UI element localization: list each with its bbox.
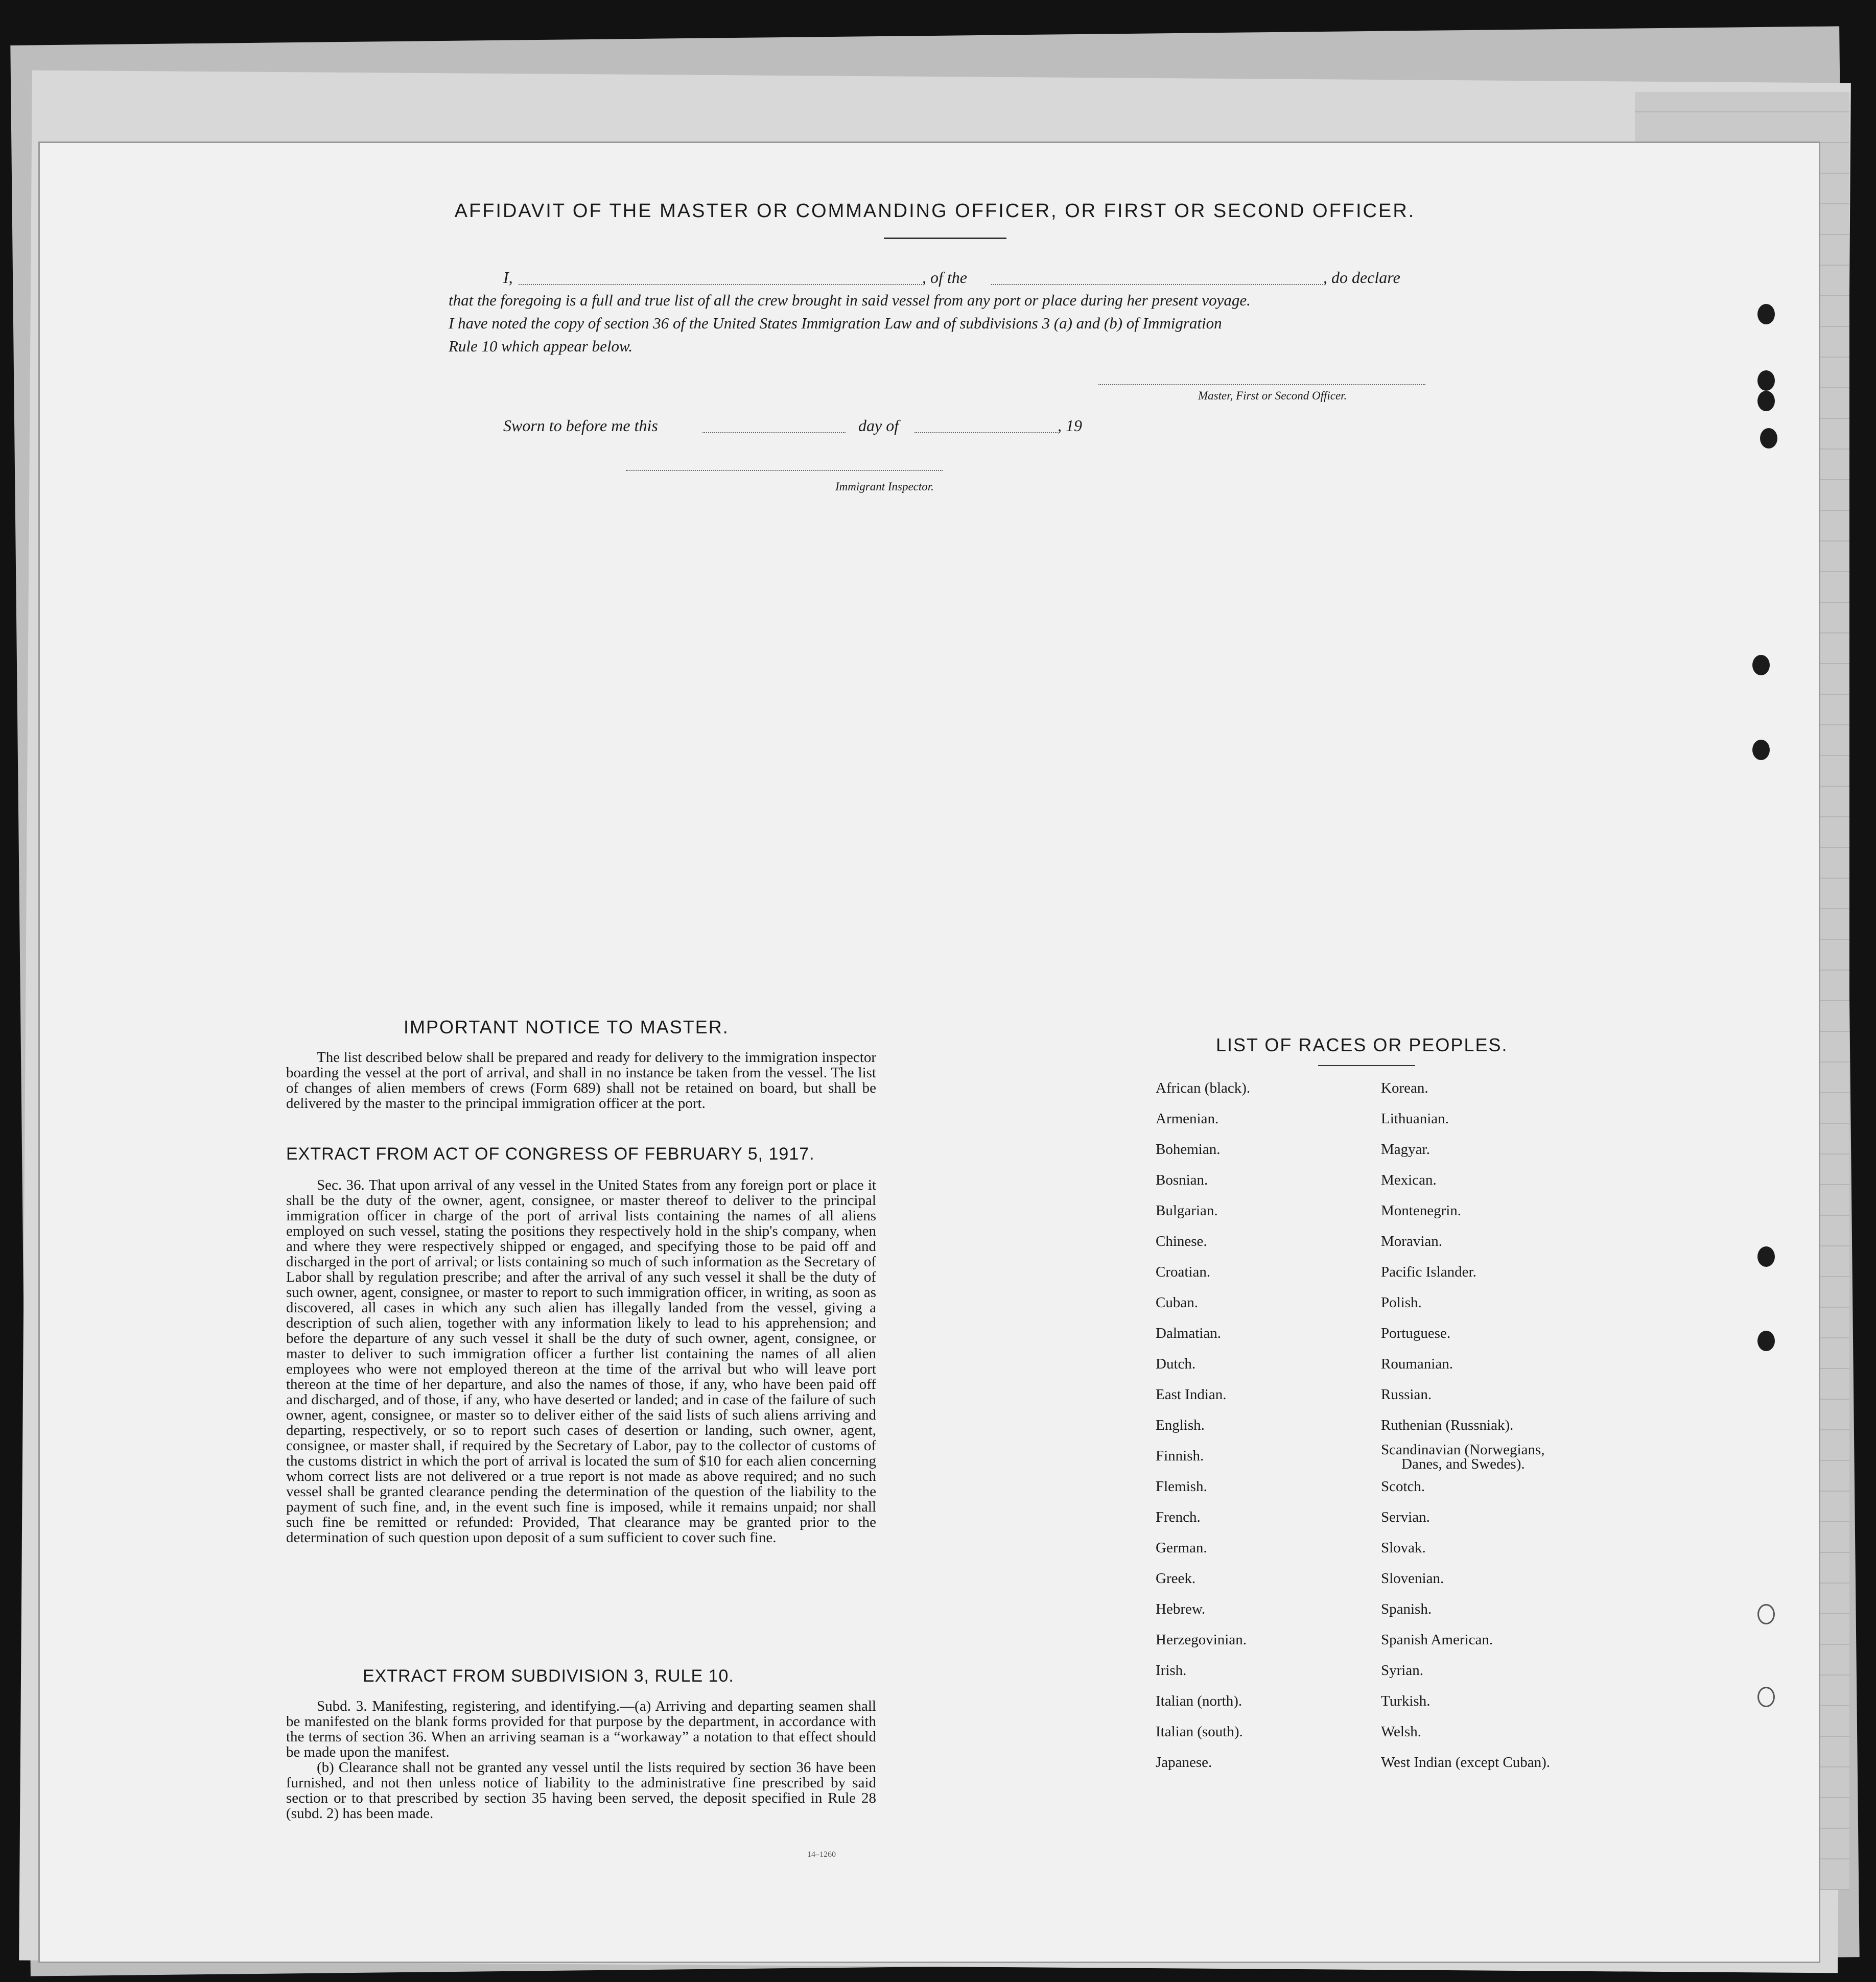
races-heading: LIST OF RACES OR PEOPLES. — [1216, 1034, 1508, 1055]
race-item: Croatian. — [1156, 1264, 1211, 1280]
race-item: Flemish. — [1156, 1478, 1207, 1495]
inspector-signature-field[interactable] — [626, 470, 943, 471]
declarant-name-field[interactable] — [519, 284, 922, 285]
title-rule — [884, 238, 1006, 239]
rule-paragraph-b: (b) Clearance shall not be granted any vessel until the lists required by section 36 have been furnished, and not then unless notice of liability to the administrative fine prescribed by said section or to that prescribed by section 35 having been served, the deposit specified in Rule 28 (subd. 2) has been made. — [286, 1759, 876, 1822]
binder-hole — [1752, 655, 1770, 675]
race-item: Finnish. — [1156, 1448, 1204, 1464]
race-item: Lithuanian. — [1381, 1111, 1449, 1127]
race-item: French. — [1156, 1509, 1201, 1525]
race-item-multiline — [1381, 1441, 1550, 1471]
declare-text: , do declare — [1323, 268, 1400, 287]
race-item: Spanish. — [1381, 1601, 1432, 1617]
vessel-prefix: , of the — [922, 268, 967, 287]
sworn-month-field[interactable] — [914, 432, 1058, 433]
binder-hole — [1757, 1331, 1775, 1351]
binder-hole — [1752, 740, 1770, 760]
affidavit-line-4: Rule 10 which appear below. — [449, 337, 633, 355]
race-item: Roumanian. — [1381, 1356, 1453, 1372]
affidavit-line-3: I have noted the copy of section 36 of the United States Immigration Law and of subdivisions 3 (a) and (b) of Immigration — [449, 314, 1222, 332]
year-text: , 19 — [1058, 416, 1082, 435]
signature-field[interactable] — [1098, 384, 1425, 385]
race-item-line: Danes, and Swedes). — [1401, 1456, 1525, 1472]
sworn-day-field[interactable] — [702, 432, 846, 433]
race-item: West Indian (except Cuban). — [1381, 1754, 1551, 1771]
affidavit-line-2: that the foregoing is a full and true list of all the crew brought in said vessel from any port or place during her present voyage. — [449, 291, 1251, 309]
race-item: Mexican. — [1381, 1172, 1437, 1188]
race-item: Hebrew. — [1156, 1601, 1206, 1617]
race-item: Ruthenian (Russniak). — [1381, 1417, 1514, 1433]
races-right-column — [1381, 1073, 1550, 1778]
race-item: Pacific Islander. — [1381, 1264, 1476, 1280]
race-item: Italian (north). — [1156, 1693, 1242, 1709]
binder-hole — [1760, 428, 1777, 449]
race-item: Italian (south). — [1156, 1724, 1243, 1740]
act-paragraph: Sec. 36. That upon arrival of any vessel in the United States from any foreign port or place it shall be the duty of the owner, agent, consignee, or master thereof to deliver to the principal immigration officer in charge of the port of arrival lists containing the names of all aliens employed on such vessel, stating the positions they respectively hold in the ship's company, when and where they were respectively shipped or engaged, and specifying those to be paid off and discharged in the port of arrival; or lists containing so much of such information as the Secretary of Labor shall by regulation prescribe; and after the arrival of any such vessel it shall be the duty of such owner, agent, consignee, or master to report to such immigration officer, in writing, as soon as discovered, all cases in which any such alien has illegally landed from the vessel, giving a description of such alien, together with any information likely to lead to his apprehension; and before the departure of any such vessel it shall be the duty of such owner, agent, consignee, or master to deliver to such immigration officer a further list containing the names of all alien employees who were not employed thereon at the time of the arrival but who will leave port thereon at the time of her departure, and also the names of those, if any, who have been paid off and discharged, and of those, if any, who have deserted or landed; and in case of the failure of such owner, agent, consignee, or master so to deliver either of the said lists of such aliens arriving and departing, respectively, or so to report such cases of desertion or landing, such owner, agent, consignee, or master shall, if required by the Secretary of Labor, pay to the collector of customs of the customs district in which the port of arrival is located the sum of $10 for each alien concerning whom correct lists are not delivered or a true report is not made as above required; and no such vessel shall be granted clearance pending the determination of the question of the liability to the payment of such fine, and, in the event such fine is imposed, while it remains unpaid; nor shall such fine be remitted or refunded: Provided, That clearance may be granted prior to the determination of such question upon deposit of a sum sufficient to cover such fine. — [286, 1177, 876, 1546]
race-item: Korean. — [1381, 1080, 1428, 1096]
binder-hole — [1757, 391, 1775, 411]
race-item: Portuguese. — [1381, 1325, 1451, 1341]
race-item: Polish. — [1381, 1294, 1422, 1311]
race-item: Cuban. — [1156, 1294, 1198, 1311]
race-item: Bulgarian. — [1156, 1202, 1218, 1219]
binder-hole — [1757, 370, 1775, 391]
races-rule — [1318, 1065, 1415, 1066]
race-item: Dutch. — [1156, 1356, 1196, 1372]
day-of-text: day of — [858, 416, 899, 435]
rule-text — [286, 1698, 876, 1821]
race-item: Herzegovinian. — [1156, 1632, 1247, 1648]
rule-heading: EXTRACT FROM SUBDIVISION 3, RULE 10. — [363, 1666, 734, 1686]
act-heading: EXTRACT FROM ACT OF CONGRESS OF FEBRUARY 5, 1917. — [286, 1144, 815, 1164]
race-item: Welsh. — [1381, 1724, 1422, 1740]
race-item: Syrian. — [1381, 1662, 1423, 1679]
notice-text — [286, 1050, 876, 1111]
binder-hole — [1757, 1246, 1775, 1267]
race-item: Scotch. — [1381, 1478, 1425, 1495]
race-item: Russian. — [1381, 1386, 1432, 1403]
act-text — [286, 1177, 876, 1545]
notice-paragraph: The list described below shall be prepared and ready for delivery to the immigration inspector boarding the vessel at the port of arrival, and shall in no instance be taken from the vessel. The list of changes of alien members of crews (Form 689) shall not be retained on board, but shall be delivered by the master to the principal immigration officer at the port. — [286, 1049, 876, 1112]
race-item: Turkish. — [1381, 1693, 1431, 1709]
affidavit-title: AFFIDAVIT OF THE MASTER OR COMMANDING OFFICER, OR FIRST OR SECOND OFFICER. — [454, 200, 1416, 222]
race-item: German. — [1156, 1540, 1207, 1556]
notice-heading: IMPORTANT NOTICE TO MASTER. — [404, 1017, 729, 1037]
race-item: Slovenian. — [1381, 1570, 1444, 1587]
form-number: 14–1260 — [807, 1850, 836, 1859]
binder-hole — [1757, 1687, 1775, 1707]
inspector-label: Immigrant Inspector. — [835, 480, 934, 493]
race-item: Bosnian. — [1156, 1172, 1208, 1188]
race-item: Magyar. — [1381, 1141, 1430, 1158]
binder-hole — [1757, 1604, 1775, 1624]
signature-label: Master, First or Second Officer. — [1198, 389, 1347, 402]
race-item: Greek. — [1156, 1570, 1196, 1587]
race-item: African (black). — [1156, 1080, 1251, 1096]
race-item: English. — [1156, 1417, 1205, 1433]
race-item: Servian. — [1381, 1509, 1430, 1525]
race-item: Bohemian. — [1156, 1141, 1221, 1158]
rule-paragraph-a: Subd. 3. Manifesting, registering, and identifying.—(a) Arriving and departing seamen shall be manifested on the blank forms provided for that purpose by the department, in accordance with the terms of section 36. When an arriving seaman is a “workaway” a notation to that effect should be made upon the manifest. — [286, 1698, 876, 1760]
vessel-name-field[interactable] — [991, 284, 1323, 285]
race-item: Moravian. — [1381, 1233, 1442, 1249]
race-item: Armenian. — [1156, 1111, 1219, 1127]
binder-hole — [1757, 304, 1775, 324]
race-item: Spanish American. — [1381, 1632, 1493, 1648]
sworn-text: Sworn to before me this — [503, 416, 658, 435]
declarant-prefix: I, — [503, 268, 513, 287]
race-item: East Indian. — [1156, 1386, 1227, 1403]
races-left-column — [1156, 1073, 1250, 1778]
race-item: Irish. — [1156, 1662, 1187, 1679]
race-item: Montenegrin. — [1381, 1202, 1462, 1219]
race-item: Slovak. — [1381, 1540, 1426, 1556]
race-item: Japanese. — [1156, 1754, 1212, 1771]
race-item: Chinese. — [1156, 1233, 1207, 1249]
race-item: Dalmatian. — [1156, 1325, 1222, 1341]
race-item-line: Scandinavian (Norwegians, — [1381, 1442, 1545, 1458]
